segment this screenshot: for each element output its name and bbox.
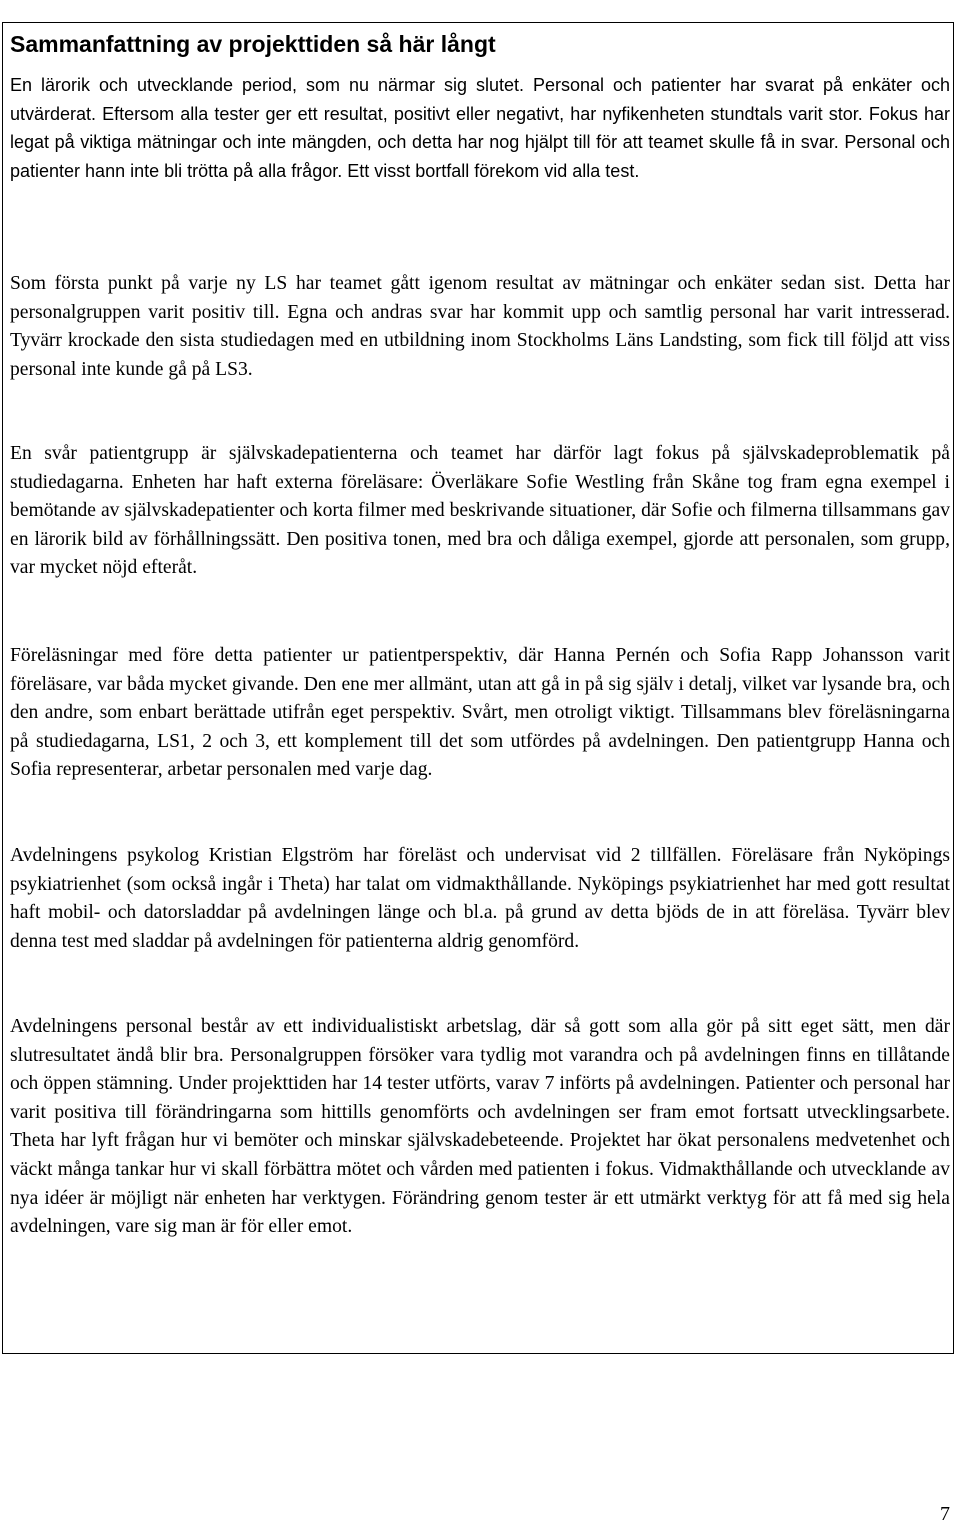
paragraph-self-harm-focus: En svår patientgrupp är självskadepatienterna och teamet har därför lagt fokus på självskadeproblematik på studiedagarna. Enheten har haft externa föreläsare: Överläkare Sofie Westling från Skåne tog fram egna exempel i bemötande av självskadepatienter och korta filmer med beskrivande situationer, där Sofie och filmerna tillsammans gav en lärorik bild av förhållningssätt. Den positiva tonen, med bra och dåliga exempel, gjorde att personalen, som grupp, var mycket nöjd efteråt.	[10, 443, 950, 579]
intro-paragraph: En lärorik och utvecklande period, som nu närmar sig slutet. Personal och patienter har svarat på enkäter och utvärderat. Eftersom alla tester ger ett resultat, positivt eller negativt, har nyfikenheten stundtals varit stor. Fokus har legat på viktiga mätningar och inte mängden, och detta har nog hjälpt till för att teamet skulle få in svar. Personal och patienter hann inte bli trötta på alla frågor. Ett visst bortfall förekom vid alla test.	[10, 75, 950, 181]
paragraph-patient-lectures: Föreläsningar med före detta patienter ur patientperspektiv, där Hanna Pernén och Sofia Rapp Johansson varit föreläsare, var båda mycket givande. Den ene mer allmänt, utan att gå in på sig själv i detalj, vilket var lysande bra, och den andre, som enbart berättade utifrån eget perspektiv. Svårt, men otroligt viktigt. Tillsammans blev föreläsningarna på studiedagarna, LS1, 2 och 3, ett komplement till det som utfördes på avdelningen. Den patientgrupp Hanna och Sofia representerar, arbetar personalen med varje dag.	[10, 645, 950, 781]
paragraph-psychologist-lectures: Avdelningens psykolog Kristian Elgström har föreläst och undervisat vid 2 tillfällen. Föreläsare från Nyköpings psykiatrienhet (som också ingår i Theta) har talat om vidmakthållande. Nyköpings psykiatrienhet har med gott resultat haft mobil- och datorsladdar på avdelningen länge och bl.a. på grund av detta bjöds de in att föreläsa. Tyvärr blev denna test med sladdar på avdelningen för patienterna aldrig genomförd.	[10, 845, 950, 952]
page-number: 7	[940, 1503, 950, 1525]
paragraph-staff-team: Avdelningens personal består av ett individualistiskt arbetslag, där så gott som alla gör på sitt eget sätt, men där slutresultatet ändå blir bra. Personalgruppen försöker vara tydlig mot varandra och på avdelningen finns en tillåtande och öppen stämning. Under projekttiden har 14 tester utförts, varav 7 införts på avdelningen. Patienter och personal har varit positiva till förändringarna som hittills genomförts och avdelningen ser fram emot fortsatt utvecklingsarbete. Theta har lyft frågan hur vi bemöter och minskar självskadebeteende. Projektet har ökat personalens medvetenhet och väckt många tankar hur vi skall förbättra mötet och vården med patienten i fokus. Vidmakthållande och utvecklande av nya idéer är möjligt när enheten har verktygen. Förändring genom tester är ett utmärkt verktyg för att få med sig hela avdelningen, vare sig man är för eller emot.	[10, 1016, 950, 1238]
section-heading: Sammanfattning av projekttiden så här långt	[10, 31, 496, 57]
paragraph-learning-sessions: Som första punkt på varje ny LS har teamet gått igenom resultat av mätningar och enkäter sedan sist. Detta har personalgruppen varit positiv till. Egna och andras svar har kommit upp och samtlig personal har varit intresserad. Tyvärr krockade den sista studiedagen med en utbildning inom Stockholms Läns Landsting, som fick till följd att viss personal inte kunde gå på LS3.	[10, 273, 950, 380]
